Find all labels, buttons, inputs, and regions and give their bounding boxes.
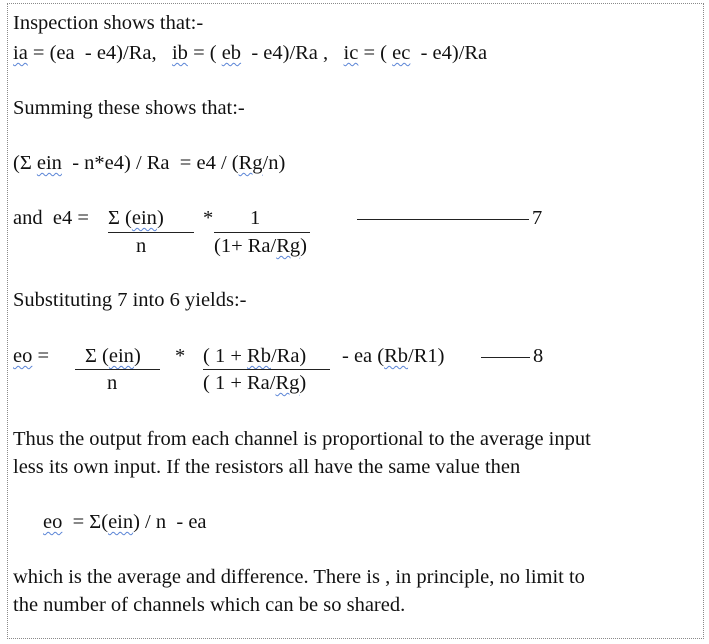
- eq8-f2-denominator: ( 1 + Ra/Rg): [203, 372, 307, 394]
- eq7-denominator: n: [136, 235, 147, 257]
- var-eo: eo: [13, 345, 33, 367]
- eq8-multiply: *: [175, 345, 186, 367]
- var-ia: ia: [13, 42, 28, 64]
- eq8-number: 8: [533, 345, 544, 367]
- heading-summing: Summing these shows that:-: [13, 97, 245, 119]
- eq7-number: 7: [532, 207, 543, 229]
- var-eb: eb: [221, 42, 242, 64]
- eq8-f2-numerator: ( 1 + Rb/Ra): [203, 345, 307, 367]
- paragraph-1-line-1: Thus the output from each channel is proportional to the average input: [13, 428, 591, 450]
- var-ic: ic: [343, 42, 359, 64]
- eq7-f2-denominator: (1+ Ra/Rg): [214, 235, 307, 257]
- eq8-leader-line: [481, 357, 530, 358]
- paragraph-2-line-2: the number of channels which can be so shared.: [13, 594, 406, 616]
- eq7-leader-line: [357, 219, 529, 220]
- eq7-fraction-bar-1: [108, 232, 194, 233]
- eq7-lead: and e4 =: [13, 207, 95, 229]
- eq8-numerator: Σ (ein): [85, 345, 141, 367]
- eq7-multiply: *: [203, 207, 214, 229]
- eq7-numerator: Σ (ein): [108, 207, 164, 229]
- var-ec: ec: [392, 42, 411, 64]
- eq7-f2-numerator: 1: [250, 207, 261, 229]
- paragraph-2-line-1: which is the average and difference. There is , in principle, no limit to: [13, 566, 585, 588]
- eq8-lead: eo =: [13, 345, 50, 367]
- sum-equation: (Σ ein - n*e4) / Ra = e4 / (Rg/n): [13, 152, 286, 174]
- heading-substituting: Substituting 7 into 6 yields:-: [13, 289, 247, 311]
- current-equations: ia = (ea - e4)/Ra, ib = ( eb - e4)/Ra , ic = ( ec - e4)/Ra: [13, 42, 488, 64]
- eq8-denominator: n: [107, 372, 118, 394]
- eq8-fraction-bar-1: [75, 369, 160, 370]
- eq7-fraction-bar-2: [214, 232, 310, 233]
- var-ib: ib: [171, 42, 188, 64]
- heading-inspection: Inspection shows that:-: [13, 12, 204, 34]
- eq9: eo = Σ(ein) / n - ea: [43, 511, 207, 533]
- eq8-tail: - ea (Rb/R1): [342, 345, 445, 367]
- paragraph-1-line-2: less its own input. If the resistors all have the same value then: [13, 456, 521, 478]
- eq8-fraction-bar-2: [203, 369, 330, 370]
